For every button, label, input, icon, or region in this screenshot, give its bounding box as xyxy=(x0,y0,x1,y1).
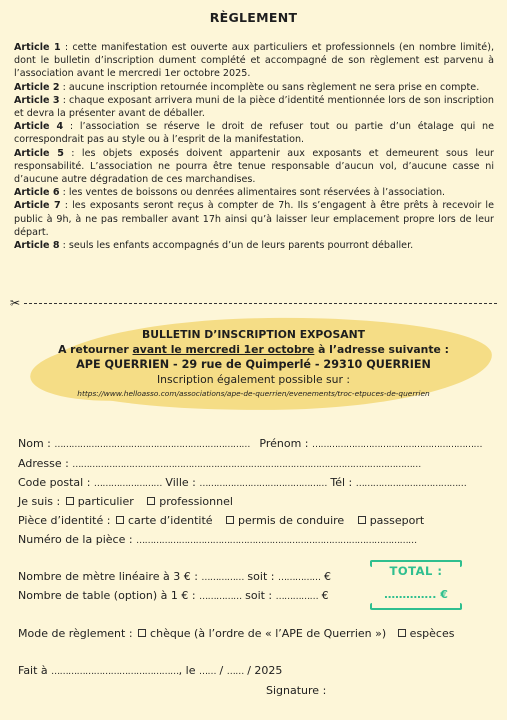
rule-label: Article 2 xyxy=(14,81,60,93)
prenom-label: Prénom : xyxy=(259,437,309,450)
metre-field[interactable]: …………… xyxy=(201,573,244,583)
permis-label: permis de conduire xyxy=(238,514,345,527)
month-field[interactable]: …… xyxy=(226,667,244,677)
rule-article-4 xyxy=(14,120,494,146)
table-soit-label: soit : xyxy=(245,589,273,602)
rule-label: Article 1 xyxy=(14,42,61,53)
rule-text: : cette manifestation est ouverte aux particuliers et professionnels (en nombre limité), dont le bulletin d’inscription dument complété et accompagné de son règlement est parvenu à l’association avant le mercredi 1er octobre 2025. xyxy=(14,42,494,80)
page-title: RÈGLEMENT xyxy=(209,10,298,25)
particulier-checkbox[interactable] xyxy=(66,497,74,505)
passeport-label: passeport xyxy=(369,514,425,527)
prenom-field[interactable]: …………………………………………………… xyxy=(312,440,482,450)
metre-euro: € xyxy=(323,570,331,583)
row-adresse xyxy=(18,457,421,472)
cheque-label: chèque (à l’ordre de « l’APE de Querrien ») xyxy=(150,627,387,640)
row-je-suis xyxy=(18,495,233,509)
adresse-field[interactable]: …………………………………………………………………………………………………………… xyxy=(72,460,421,470)
code-postal-label: Code postal : xyxy=(18,476,91,489)
tel-label: Tél : xyxy=(330,476,353,489)
piece-label: Pièce d’identité : xyxy=(18,514,111,527)
table-soit-field[interactable]: …………… xyxy=(275,592,319,602)
nom-label: Nom : xyxy=(18,437,51,450)
fait-a-label: Fait à xyxy=(18,664,48,677)
carte-label: carte d’identité xyxy=(127,514,213,527)
passeport-checkbox[interactable] xyxy=(358,516,366,524)
row-ville xyxy=(18,476,466,491)
rule-text: : les objets exposés doivent appartenir aux exposants et demeurent sous leur responsabilité. L’association ne pourra être tenue responsable d’aucun vol, d’aucune casse ni d’aucune autre dégradation de ces marchandises. xyxy=(14,147,494,186)
rule-label: Article 5 xyxy=(14,147,64,159)
rules-list xyxy=(14,41,494,252)
table-label: Nombre de table (option) à 1 € : xyxy=(18,589,196,602)
rule-article-3 xyxy=(14,94,494,120)
je-suis-label: Je suis : xyxy=(18,495,61,508)
particulier-label: particulier xyxy=(77,495,134,508)
professionnel-checkbox[interactable] xyxy=(147,497,155,505)
signature-label: Signature : xyxy=(266,684,327,697)
row-mode xyxy=(18,627,454,641)
metre-label: Nombre de mètre linéaire à 3 € : xyxy=(18,570,198,583)
total-field[interactable]: ………….. € xyxy=(384,588,448,601)
day-field[interactable]: …… xyxy=(199,667,216,677)
year-label: / 2025 xyxy=(247,664,283,677)
rule-article-8 xyxy=(14,239,494,252)
deadline-date: avant le mercredi 1er octobre xyxy=(132,343,315,356)
rule-text: : seuls les enfants accompagnés d’un de leurs parents pourront déballer. xyxy=(59,240,414,252)
deadline-suffix: à l’adresse suivante : xyxy=(314,343,449,356)
total-bracket-bottom xyxy=(370,603,462,610)
row-numero xyxy=(18,533,417,548)
cut-line xyxy=(10,296,497,310)
online-note: Inscription également possible sur : xyxy=(156,373,351,386)
rule-text: : les exposants seront reçus à compter de 7h. Ils s’engagent à être prêts à recevoir le public à 9h, à ne pas remballer avant 17h ainsi qu’à laisser leur emplacement propre lors de leur départ. xyxy=(14,200,494,238)
rule-article-5 xyxy=(14,147,494,187)
rule-text: : l’association se réserve le droit de refuser tout ou partie d’un étalage qui ne correspondrait pas au style ou à l’esprit de la manifestation. xyxy=(14,121,495,146)
helloasso-link[interactable]: https://www.helloasso.com/associations/ape-de-querrien/evenements/troc-etpuces-de-querrien xyxy=(77,389,430,398)
date-separator: / xyxy=(219,664,224,677)
scissors-icon: ✂ xyxy=(10,296,21,310)
row-table xyxy=(18,589,329,604)
table-euro: € xyxy=(321,589,329,602)
bulletin-header xyxy=(0,327,507,400)
row-fait-a xyxy=(18,664,282,679)
rule-label: Article 3 xyxy=(14,94,60,106)
numero-field[interactable]: ……………………………………………………………………………………… xyxy=(136,536,417,546)
dashed-divider xyxy=(24,303,497,304)
bulletin-title: BULLETIN D’INSCRIPTION EXPOSANT xyxy=(141,328,366,341)
cheque-checkbox[interactable] xyxy=(138,629,146,637)
metre-soit-field[interactable]: …………… xyxy=(277,573,321,583)
permis-checkbox[interactable] xyxy=(226,516,234,524)
rule-article-1 xyxy=(14,41,494,81)
rule-label: Article 7 xyxy=(14,200,61,212)
code-postal-field[interactable]: …………………… xyxy=(93,479,162,489)
numero-label: Numéro de la pièce : xyxy=(18,533,133,546)
adresse-label: Adresse : xyxy=(18,457,69,470)
rule-text: : chaque exposant arrivera muni de la pièce d’identité mentionnée lors de son inscription et devra la présenter avant de déballer. xyxy=(14,94,495,120)
row-metre xyxy=(18,570,331,585)
row-piece xyxy=(18,514,424,528)
deadline-prefix: A retourner xyxy=(58,343,133,356)
total-box xyxy=(370,560,462,610)
row-nom xyxy=(18,437,482,452)
carte-checkbox[interactable] xyxy=(116,516,124,524)
especes-checkbox[interactable] xyxy=(398,629,406,637)
le-label: , le xyxy=(178,664,196,677)
rule-article-2 xyxy=(14,81,494,94)
return-deadline xyxy=(0,342,507,357)
rule-text: : les ventes de boissons ou denrées alimentaires sont réservées à l’association. xyxy=(59,187,446,199)
tel-field[interactable]: ………………………………… xyxy=(355,479,467,489)
rule-label: Article 8 xyxy=(14,240,60,252)
metre-soit-label: soit : xyxy=(247,570,275,583)
nom-field[interactable]: …………………………………………………………… xyxy=(54,440,250,450)
return-address: APE QUERRIEN - 29 rue de Quimperlé - 29310 QUERRIEN xyxy=(76,358,431,371)
mode-label: Mode de règlement : xyxy=(18,627,133,640)
fait-a-field[interactable]: ……………………………………… xyxy=(51,667,179,677)
rule-label: Article 4 xyxy=(14,121,64,133)
rule-article-6 xyxy=(14,186,494,199)
rule-article-7 xyxy=(14,199,494,239)
ville-field[interactable]: ……………………………………… xyxy=(199,479,327,489)
professionnel-label: professionnel xyxy=(159,495,233,508)
ville-label: Ville : xyxy=(165,476,196,489)
rule-text: : aucune inscription retournée incomplète ou sans règlement ne sera prise en compte. xyxy=(59,81,480,93)
especes-label: espèces xyxy=(409,627,455,640)
table-field[interactable]: …………… xyxy=(199,592,242,602)
total-label: TOTAL : xyxy=(389,564,443,578)
rule-label: Article 6 xyxy=(14,187,60,199)
